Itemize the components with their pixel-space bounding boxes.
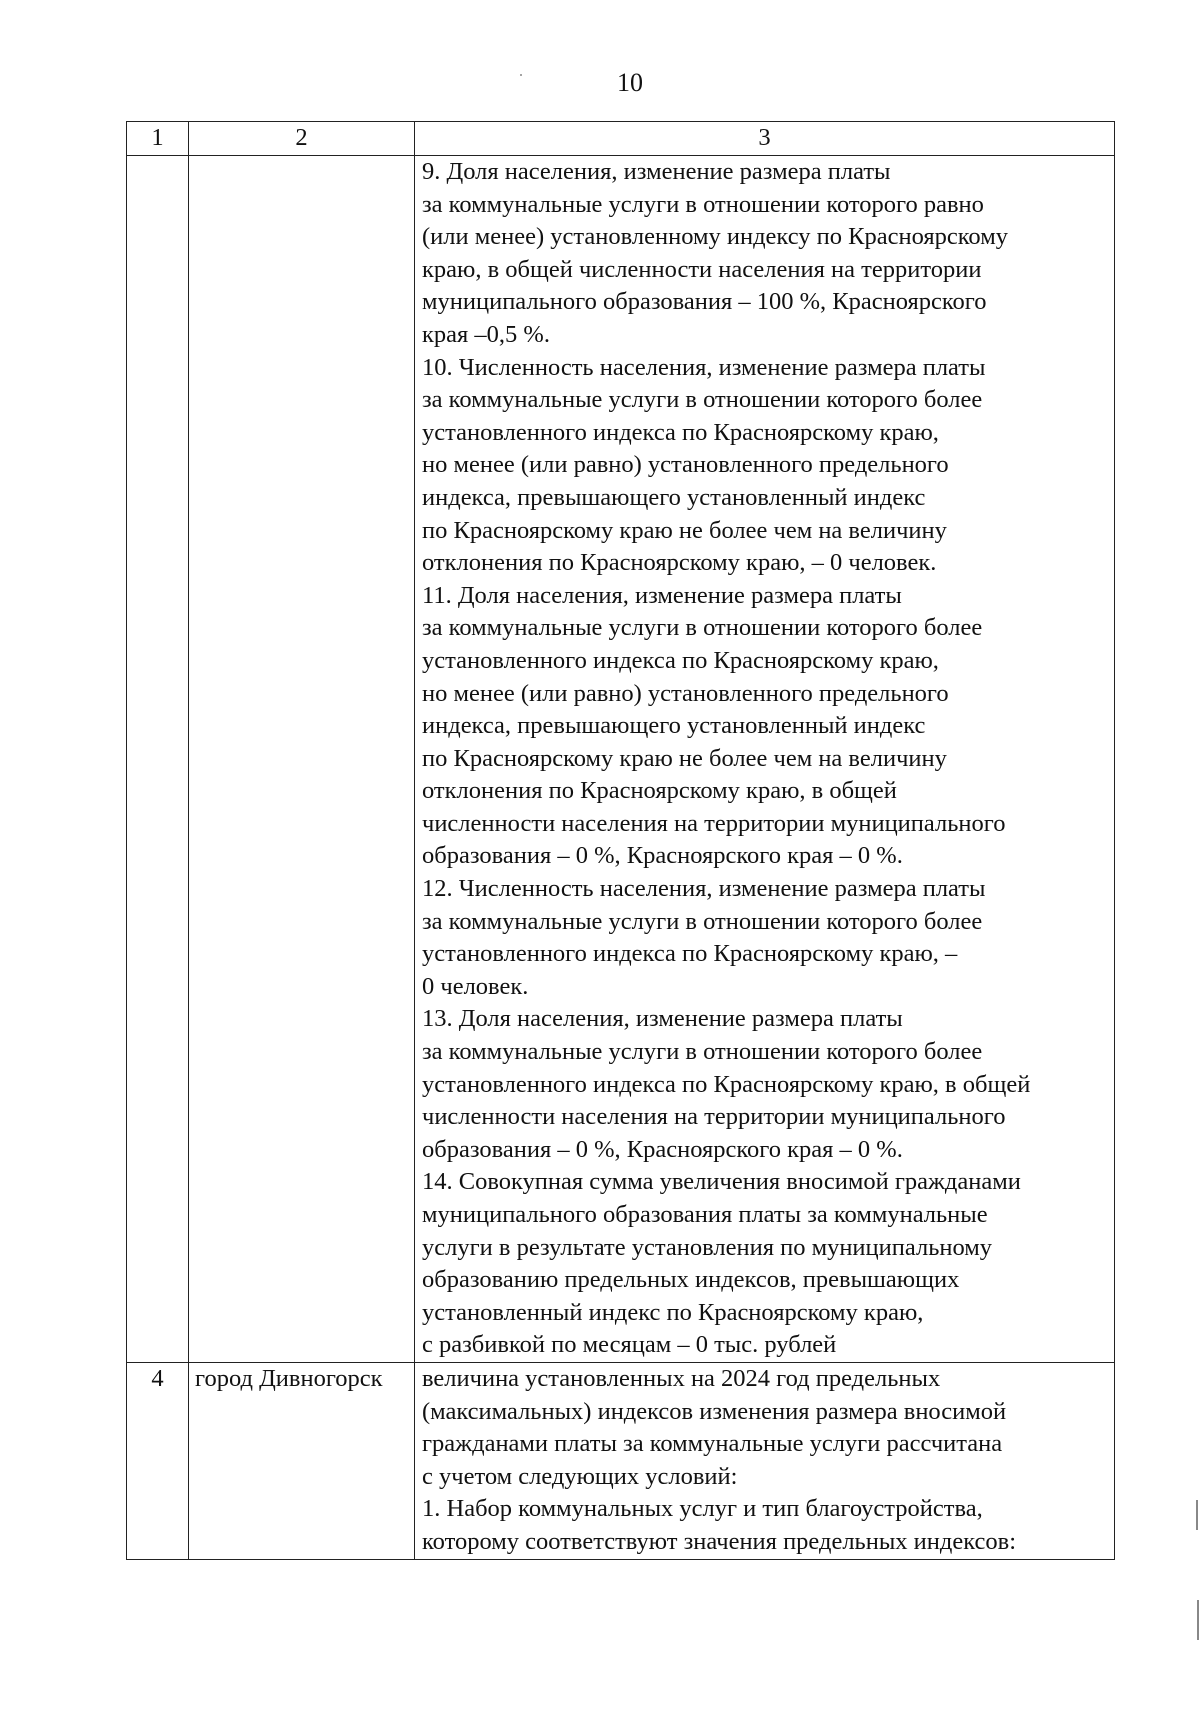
text-line: образования – 0 %, Красноярского края – 0 %. [422, 842, 903, 870]
text-line: установленного индекса по Красноярскому краю, в общей [422, 1070, 1031, 1098]
text-line: численности населения на территории муниципального [422, 809, 1006, 837]
scan-speck [520, 74, 522, 76]
text-line: (максимальных) индексов изменения размера вносимой [422, 1397, 1007, 1425]
text-line: за коммунальные услуги в отношении которого равно [422, 190, 984, 218]
text-line: за коммунальные услуги в отношении которого более [422, 907, 983, 935]
text-line: установленного индекса по Красноярскому краю, [422, 646, 939, 674]
text-line: которому соответствуют значения предельных индексов: [422, 1527, 1017, 1555]
text-line: установленного индекса по Красноярскому краю, – [422, 940, 958, 968]
row-number-cell [127, 156, 189, 1363]
text-line: муниципального образования платы за коммунальные [422, 1201, 988, 1228]
conditions-text-cell [415, 156, 1115, 1363]
text-line: за коммунальные услуги в отношении которого более [422, 614, 983, 642]
municipality-name-cell: город Дивногорск [189, 1362, 415, 1559]
text-line: гражданами платы за коммунальные услуги рассчитана [422, 1430, 1003, 1458]
table-row [127, 156, 1115, 1363]
text-line: образования – 0 %, Красноярского края – 0 %. [422, 1135, 903, 1163]
text-line: численности населения на территории муниципального [422, 1103, 1006, 1131]
text-line: 12. Численность населения, изменение размера платы [422, 875, 986, 903]
text-line: индекса, превышающего установленный индекс [422, 712, 926, 740]
text-line: установленного индекса по Красноярскому краю, [422, 418, 939, 446]
text-line: величина установленных на 2024 год предельных [422, 1364, 941, 1392]
text-line: но менее (или равно) установленного предельного [422, 451, 949, 479]
text-line: установленный индекс по Красноярскому краю, [422, 1298, 924, 1326]
text-line: отклонения по Красноярскому краю, в общей [422, 777, 897, 805]
text-line: 14. Совокупная сумма увеличения вносимой гражданами [422, 1168, 1021, 1196]
table-header-row [127, 122, 1115, 156]
text-line: по Красноярскому краю не более чем на величину [422, 744, 947, 772]
text-line: 11. Доля населения, изменение размера платы [422, 581, 902, 609]
text-line: за коммунальные услуги в отношении которого более [422, 386, 983, 414]
column-header-3: 3 [415, 122, 1115, 156]
text-line: отклонения по Красноярскому краю, – 0 человек. [422, 549, 937, 577]
text-line: по Красноярскому краю не более чем на величину [422, 516, 947, 544]
page-number: 10 [617, 68, 643, 97]
text-line: 0 человек. [422, 972, 529, 1000]
text-line: муниципального образования – 100 %, Красноярского [422, 288, 987, 316]
text-line: образованию предельных индексов, превышающих [422, 1266, 960, 1294]
text-line: края –0,5 %. [422, 320, 550, 348]
text-line: краю, в общей численности населения на территории [422, 255, 982, 283]
conditions-text-cell [415, 1362, 1115, 1559]
text-line: 9. Доля населения, изменение размера платы [422, 158, 891, 185]
scan-speck [1197, 1600, 1199, 1640]
text-line: 1. Набор коммунальных услуг и тип благоустройства, [422, 1495, 983, 1523]
text-line: услуги в результате установления по муниципальному [422, 1233, 993, 1261]
column-header-2: 2 [189, 122, 415, 156]
column-header-1: 1 [127, 122, 189, 156]
text-line: с учетом следующих условий: [422, 1462, 738, 1490]
table-row [127, 1362, 1115, 1559]
text-line: с разбивкой по месяцам – 0 тыс. рублей [422, 1331, 837, 1359]
scan-speck [1196, 1500, 1198, 1530]
text-line: за коммунальные услуги в отношении которого более [422, 1038, 983, 1066]
text-line: 10. Численность населения, изменение размера платы [422, 353, 986, 381]
text-line: (или менее) установленному индексу по Красноярскому [422, 223, 1008, 251]
row-number-cell: 4 [127, 1362, 189, 1559]
municipality-name-cell [189, 156, 415, 1363]
text-line: 13. Доля населения, изменение размера платы [422, 1005, 903, 1033]
document-table [126, 121, 1115, 1560]
text-line: но менее (или равно) установленного предельного [422, 679, 949, 707]
text-line: индекса, превышающего установленный индекс [422, 483, 926, 511]
